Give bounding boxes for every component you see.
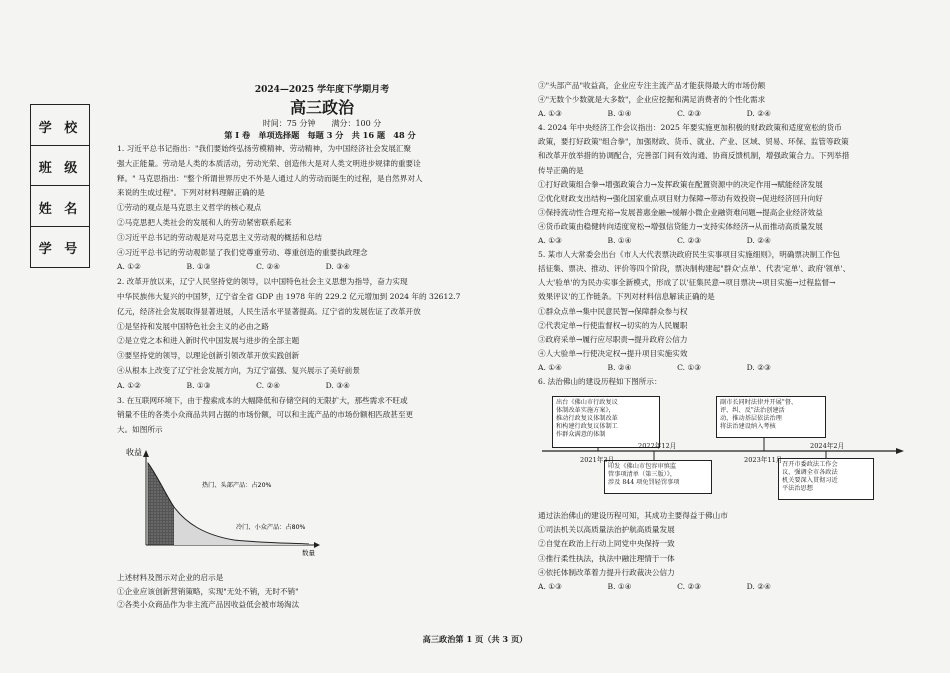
exam-title: 2024—2025 学年度下学期月考 <box>254 85 390 95</box>
text-line: 强大正能量。劳动是人类的本质活动，劳动光荣、创造伟大是对人类文明进步规律的重要诠 <box>117 158 421 168</box>
student-info-box <box>30 104 90 268</box>
text-line: ③推行柔性执法，执法中融注理情于一体 <box>538 553 675 563</box>
text-line: A. ①③ B. ①④ C. ②③ D. ②④ <box>538 582 771 592</box>
text-line: A. ①④ B. ②④ C. ①③ D. ②③ <box>538 362 771 372</box>
timeline-diagram <box>538 392 908 504</box>
info-label-class: 班 级 <box>38 161 82 176</box>
info-label-id: 学 号 <box>38 242 82 257</box>
text-line: 上述材料及图示对企业的启示是 <box>117 573 224 582</box>
section-heading: 第 Ⅰ 卷 单项选择题 每题 3 分 共 16 题 48 分 <box>224 130 416 140</box>
text-line: ④从根本上改变了辽宁社会发展方向，为辽宁富强、复兴展示了美好前景 <box>117 365 360 375</box>
right-column-top <box>538 79 928 389</box>
text-line: ①群众点单→集中民意民智→保障群众参与权 <box>538 306 688 316</box>
left-bottom-text <box>117 571 527 612</box>
text-line: ②代表定单→行使监督权→切实的为人民履职 <box>538 320 688 330</box>
info-divider <box>31 145 89 146</box>
text-line: 和改革开放举措的协调配合，完善部门间有效沟通、协商反馈机制，增强政策合力。下列举措 <box>538 151 850 161</box>
text-line: 来说的生成过程"。下列对材料理解正确的是 <box>117 188 265 198</box>
text-line: ④"无数个少数就是大多数"，企业应挖掘和满足消费者的个性化需求 <box>538 95 766 105</box>
timeline-box-2024: 召开市委政法工作会 议，强调全市各政法 机关要深入贯彻习近 平法治思想 <box>778 458 874 500</box>
text-line: ①司法机关以高质量法治护航高质量发展 <box>538 525 675 535</box>
text-line: 4. 2024 年中央经济工作会议指出：2025 年要实施更加积极的财政政策和适度宽松的货币 <box>538 123 842 133</box>
text-line: 政策，要打好政策"组合拳"，加强财政、货币、就业、产业、区域、贸易、环保、监管等政策 <box>538 137 849 147</box>
info-divider <box>31 226 89 227</box>
date-2022: 2022年12月 <box>638 442 677 450</box>
text-line: 3. 在互联网环境下，由于搜索成本的大幅降低和存储空间的无限扩大，那些需求不旺或 <box>117 395 408 405</box>
text-line: ③保持流动性合理充裕→发展普惠金融→缓解小微企业融资难问题→提高企业经济效益 <box>538 207 823 217</box>
date-2024: 2024年2月 <box>810 442 845 450</box>
text-line: 6. 法治佛山的建设历程如下图所示： <box>538 376 662 386</box>
text-line: ③要坚持党的领导，以理论创新引领改革开放实践创新 <box>117 351 300 361</box>
tail-annotation: 冷门、小众产品：占80% <box>236 524 306 531</box>
exam-meta: 时间：75 分钟 满分：100 分 <box>262 119 382 128</box>
page-footer: 高三政治第 1 页（共 3 页） <box>422 634 528 644</box>
left-column <box>117 142 527 438</box>
subject-title: 高三政治 <box>289 98 354 117</box>
longtail-chart <box>124 443 329 558</box>
timeline-box-2023: 副市长同时法律并开展"督、 评、纠、反"法治创建活 动，推动基层依法治理 将法治建设纳入考核 <box>716 396 826 438</box>
text-line: 大。如图所示 <box>117 425 163 435</box>
timeline-box-2022: 印发《佛山市包容审慎监 管事项清单（第三版）》， 涉及 844 项免罚轻罚事项 <box>604 460 712 494</box>
text-line: 5. 某市人大常委会出台《市人大代表票决政府民生实事项目实施细则》，明确票决制工作包 <box>538 250 841 260</box>
text-line: 通过法治佛山的建设历程可知，其成功主要得益于佛山市 <box>538 511 728 520</box>
timeline-box-2021: 出台《佛山市行政复议 体制改革实施方案》， 推动行政复议体制改革 和构建行政复议体制工 作群众满意的体制 <box>552 396 660 448</box>
text-line: A. ①② B. ①③ C. ②④ D. ③④ <box>117 380 350 390</box>
timeline-arrow <box>896 448 904 454</box>
y-axis-label: 收益 <box>126 448 142 457</box>
text-line: ②优化财政支出结构→强化国家重点项目财力保障→带动有效投资→促进经济回升向好 <box>538 193 823 203</box>
text-line: 释。" 马克思指出："整个所谓世界历史不外是人通过人的劳动而诞生的过程，是自然界对人 <box>117 173 423 183</box>
text-line: 效果评议'的工作链条。下列对材料信息解读正确的是 <box>538 292 715 302</box>
text-line: ④货币政策由稳健转向适度宽松→增强信贷能力→支持实体经济→从而推动高质量发展 <box>538 221 823 231</box>
date-2021: 2021年3月 <box>580 456 615 464</box>
head-annotation: 热门、头部产品：占20% <box>202 482 272 489</box>
info-divider <box>31 185 89 186</box>
right-column-bottom <box>538 509 928 594</box>
text-line: A. ①③ B. ①④ C. ②③ D. ②④ <box>538 236 771 246</box>
text-line: A. ①③ B. ①④ C. ②③ D. ②④ <box>538 109 771 119</box>
text-line: 2. 改革开放以来，辽宁人民坚持党的领导，以中国特色社会主义思想为指导，奋力实现 <box>117 277 408 287</box>
text-line: 人大'验单'的为民办实事全新模式，形成了以'征集民意→项目票决→项目实施→过程监督→ <box>538 278 836 288</box>
text-line: ③习近平总书记的劳动观是对马克思主义劳动观的概括和总结 <box>117 232 323 242</box>
timeline-axis <box>538 392 908 504</box>
text-line: ②马克思把人类社会的发展和人的劳动紧密联系起来 <box>117 217 292 227</box>
text-line: ④依托体制改革着力提升行政裁决公信力 <box>538 567 675 577</box>
text-line: ④习近平总书记的劳动观彰显了我们党尊重劳动、尊重创造的重要执政理念 <box>117 247 368 257</box>
text-line: 中华民族伟大复兴的中国梦，辽宁省全省 GDP 由 1978 年的 229.2 亿元增加到 2024 年的 32612.7 <box>117 291 461 301</box>
info-label-school: 学 校 <box>38 121 82 136</box>
x-axis-label: 数量 <box>302 549 315 557</box>
text-line: ①是坚持和发展中国特色社会主义的必由之路 <box>117 321 269 331</box>
text-line: 销量不佳的各类小众商品共同占据的市场份额，可以和主流产品的市场份额相匹敌甚至更 <box>117 410 414 420</box>
text-line: ②各类小众商品作为非主流产品因收益低会被市场淘汰 <box>117 600 300 610</box>
text-line: 括征集、票决、推动、评价等四个阶段，票决制构建起"群众'点单'、代表'定单'、政府'领单'、 <box>538 264 851 274</box>
text-line: 亿元，经济社会发展取得显著进展，人民生活水平显著提高。辽宁省的发展佐证了改革开放 <box>117 306 421 316</box>
x-axis-arrow <box>314 542 320 548</box>
text-line: ③政府采单→履行应尽职责→提升政府公信力 <box>538 334 688 344</box>
info-label-name: 姓 名 <box>38 202 82 217</box>
text-line: 1. 习近平总书记指出："我们要始终弘扬劳模精神、劳动精神，为中国经济社会发展汇聚 <box>117 144 412 153</box>
text-line: ①企业应该创新营销策略，实现"无处不销，无时不销" <box>117 586 299 596</box>
text-line: ②是立党之本和进入新时代中国发展与进步的全部主题 <box>117 336 300 346</box>
date-2023: 2023年11月 <box>744 456 783 464</box>
text-line: A. ①② B. ①③ C. ②④ D. ③④ <box>117 262 350 272</box>
text-line: ①劳动的观点是马克思主义哲学的核心观点 <box>117 203 262 213</box>
y-axis-arrow <box>143 450 149 457</box>
text-line: 传导正确的是 <box>538 165 584 175</box>
head-area <box>148 463 174 545</box>
text-line: ④人大验单→行使决定权→提升项目实施实效 <box>538 348 688 358</box>
text-line: ①打好政策组合拳→增强政策合力→发挥政策在配置资源中的决定作用→赋能经济发展 <box>538 179 823 189</box>
text-line: ③"头部产品"收益高，企业应专注主流产品才能获得最大的市场份额 <box>538 81 766 90</box>
text-line: ②自觉在政治上行动上同党中央保持一致 <box>538 539 675 549</box>
